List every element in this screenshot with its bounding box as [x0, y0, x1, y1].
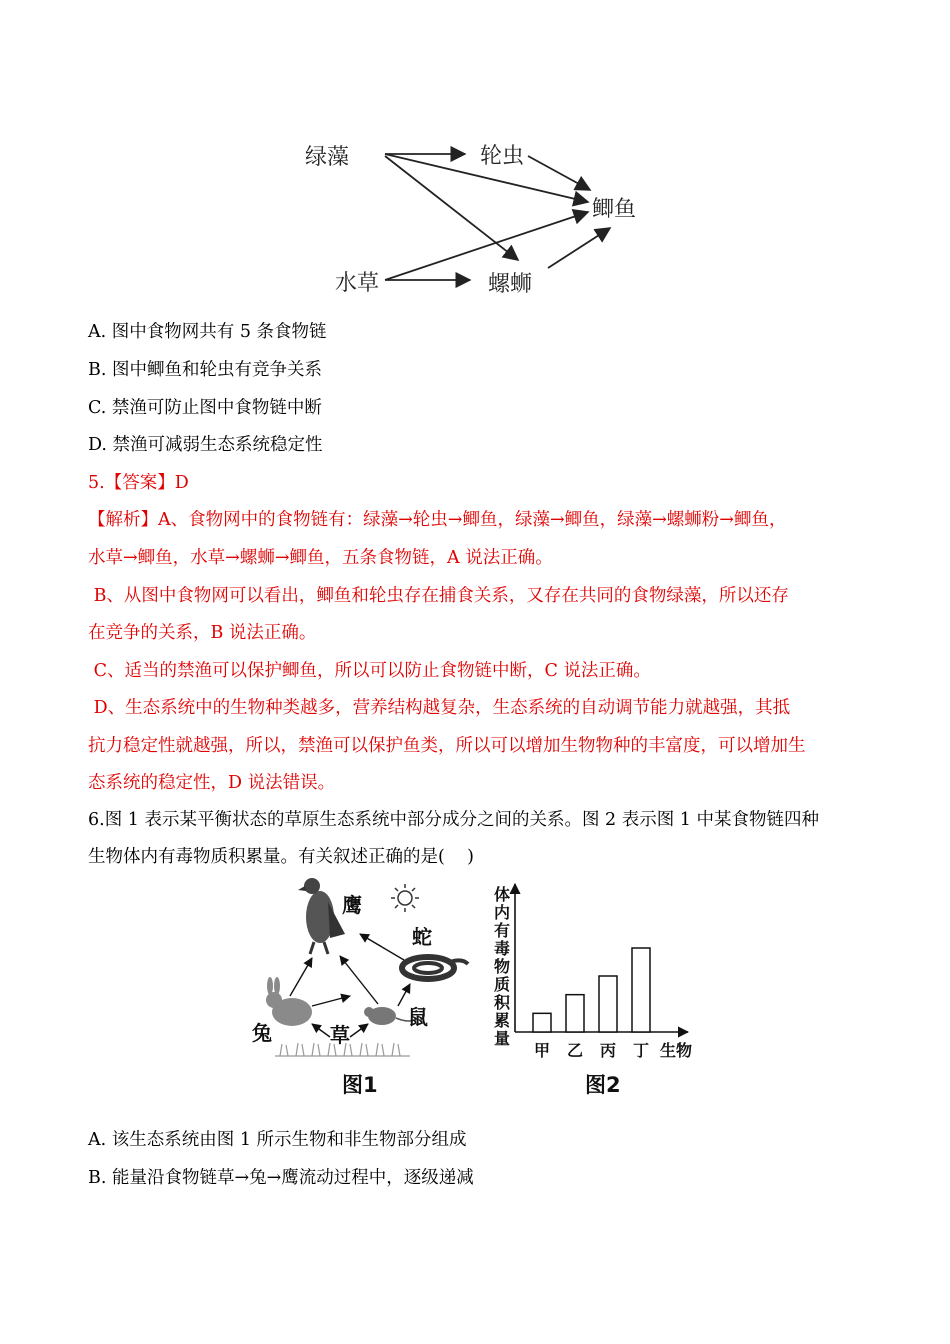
- arrow-waterplant-crucian: [385, 212, 588, 280]
- q4-option-c: C. 禁渔可防止图中食物链中断: [88, 398, 322, 418]
- arrow-rabbit-link: [312, 996, 350, 1006]
- figure1-caption: 图1: [342, 1073, 378, 1097]
- y-label-char: 累: [493, 1011, 511, 1030]
- arrow-snake-hawk: [360, 934, 404, 960]
- q6-option-b: B. 能量沿食物链草→兔→鹰流动过程中，逐级递减: [88, 1168, 474, 1188]
- snake-illustration: [402, 957, 468, 979]
- arrow-algae-snail: [385, 156, 518, 260]
- q4-option-b: B. 图中鲫鱼和轮虫有竞争关系: [88, 360, 322, 380]
- y-label-char: 物: [493, 957, 511, 976]
- food-web-diagram: [300, 128, 660, 303]
- y-label-char: 体: [493, 885, 511, 904]
- y-label-char: 质: [493, 975, 511, 994]
- x-tick-label: 丙: [599, 1041, 617, 1060]
- arrow-grass-rabbit: [312, 1024, 330, 1037]
- y-label-char: 内: [493, 903, 511, 922]
- arrow-rabbit-hawk: [290, 958, 312, 996]
- label-grass: 草: [330, 1023, 350, 1047]
- hawk-illustration: [298, 878, 345, 954]
- q4-option-d: D. 禁渔可减弱生态系统稳定性: [88, 435, 323, 455]
- label-snake: 蛇: [412, 925, 432, 949]
- figure2-caption: 图2: [585, 1073, 621, 1097]
- label-mouse: 鼠: [408, 1005, 428, 1029]
- y-label-char: 量: [493, 1029, 511, 1048]
- answer5-analysis-line: C、适当的禁渔可以保护鲫鱼，所以可以防止食物链中断，C 说法正确。: [88, 661, 651, 681]
- answer5-analysis-line: B、从图中食物网可以看出，鲫鱼和轮虫存在捕食关系，又存在共同的食物绿藻，所以还存: [88, 586, 789, 606]
- q4-option-a: A. 图中食物网共有 5 条食物链: [88, 322, 327, 342]
- q6-option-a: A. 该生态系统由图 1 所示生物和非生物部分组成: [88, 1130, 467, 1150]
- bar-乙: [566, 995, 584, 1032]
- sun-icon: [391, 884, 419, 912]
- label-hawk: 鹰: [342, 893, 362, 917]
- figure1: [252, 878, 468, 1097]
- q6-stem-line: 6.图 1 表示某平衡状态的草原生态系统中部分成分之间的关系。图 2 表示图 1 中某食物链四种: [88, 810, 819, 830]
- node-rotifer: 轮虫: [480, 144, 525, 169]
- q6-stem-line: 生物体内有毒物质积累量。有关叙述正确的是( ): [88, 847, 474, 867]
- rabbit-illustration: [266, 977, 312, 1026]
- answer5-heading: 5.【答案】D: [88, 473, 189, 493]
- answer5-analysis-line: 态系统的稳定性，D 说法错误。: [88, 773, 336, 793]
- y-label-char: 积: [493, 993, 511, 1012]
- node-green-algae: 绿藻: [305, 145, 350, 170]
- answer5-analysis-line: 【解析】A、食物网中的食物链有：绿藻→轮虫→鲫鱼，绿藻→鲫鱼，绿藻→螺蛳粉→鲫鱼，: [88, 510, 787, 530]
- arrow-grass-mouse: [350, 1024, 368, 1037]
- node-snail: 螺蛳: [488, 272, 533, 297]
- figure2: [494, 884, 692, 1097]
- y-label-char: 有: [493, 921, 511, 940]
- bar-丙: [599, 976, 617, 1032]
- figure2-ylabel: [494, 885, 511, 1048]
- node-crucian: 鲫鱼: [592, 197, 637, 222]
- answer5-analysis-line: D、生态系统中的生物种类越多，营养结构越复杂，生态系统的自动调节能力就越强，其抵: [88, 698, 791, 718]
- figure2-xlabel: 生物: [660, 1041, 693, 1060]
- arrow-snail-crucian: [548, 228, 610, 268]
- x-tick-label: 丁: [632, 1041, 650, 1060]
- bar-甲: [533, 1013, 551, 1032]
- q6-figures: [250, 872, 710, 1102]
- x-tick-label: 甲: [533, 1041, 551, 1060]
- bar-丁: [632, 948, 650, 1032]
- answer5-analysis-line: 抗力稳定性就越强，所以，禁渔可以保护鱼类，所以可以增加生物物种的丰富度，可以增加生: [88, 736, 806, 756]
- answer5-analysis-line: 在竞争的关系，B 说法正确。: [88, 623, 317, 643]
- arrow-rotifer-crucian: [528, 156, 590, 190]
- node-water-plant: 水草: [335, 271, 380, 296]
- label-rabbit: 兔: [252, 1021, 272, 1045]
- y-label-char: 毒: [493, 939, 511, 958]
- x-tick-label: 乙: [566, 1041, 584, 1060]
- answer5-analysis-line: 水草→鲫鱼，水草→螺蛳→鲫鱼，五条食物链，A 说法正确。: [88, 548, 553, 568]
- arrow-mouse-snake: [398, 984, 410, 1006]
